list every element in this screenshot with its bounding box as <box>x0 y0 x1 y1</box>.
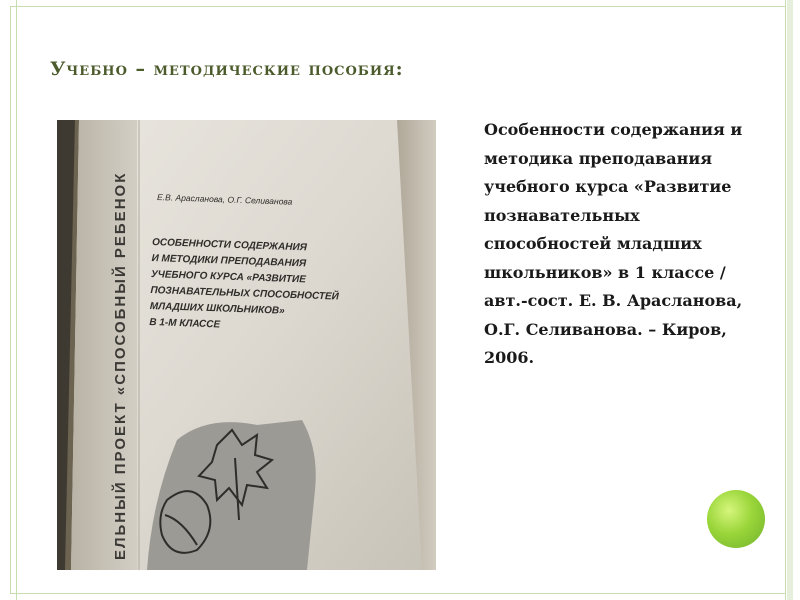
book-authors: Е.В. Арасланова, О.Г. Селиванова <box>156 192 293 207</box>
slide-title: Учебно – методические пособия: <box>50 58 404 80</box>
spine-text: ЕЛЬНЫЙ ПРОЕКТ «СПОСОБНЫЙ РЕБЕНОК <box>112 171 129 560</box>
book-description: Особенности содержания и методика преподавания учебного курса «Развитие познавательных способностей младших школьников» в 1 классе / авт.-сост. Е. В. Арасланова, О.Г. Селиванова. – Киров, 2006. <box>484 120 743 367</box>
cover-line-6: В 1-М КЛАССЕ <box>149 316 221 331</box>
book-cover-photo <box>57 120 436 570</box>
slide-right-band <box>787 0 793 600</box>
cover-line-2: И МЕТОДИКИ ПРЕПОДАВАНИЯ <box>151 252 307 270</box>
cover-line-5: МЛАДШИХ ШКОЛЬНИКОВ» <box>149 300 285 317</box>
cover-line-3: УЧЕБНОГО КУРСА «РАЗВИТИЕ <box>150 268 307 286</box>
cover-line-1: ОСОБЕННОСТИ СОДЕРЖАНИЯ <box>151 237 308 254</box>
green-circle-decoration <box>707 490 765 548</box>
cover-line-4: ПОЗНАВАТЕЛЬНЫХ СПОСОБНОСТЕЙ <box>150 284 339 303</box>
